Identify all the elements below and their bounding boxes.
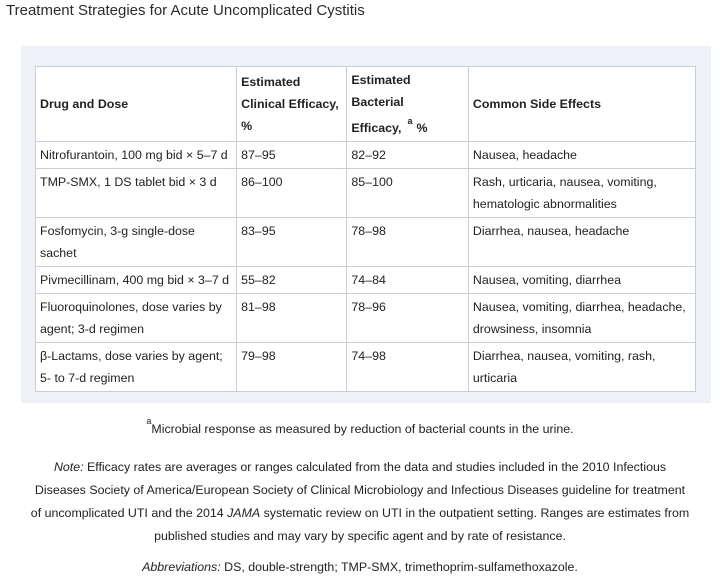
cell-clinical: 86–100 xyxy=(237,169,347,218)
abbreviations-note xyxy=(30,556,690,579)
cell-clinical: 81–98 xyxy=(237,294,347,343)
note-text-part1: Efficacy rates are averages or ranges calculated from the data and studies included in the 2010 Infectious Diseases Society of America/European Society of Clinical Microbiology and Infectious Diseases guideline for treatment of uncomplicated UTI and the 2014 xyxy=(30,460,686,520)
cell-side-effects: Diarrhea, nausea, vomiting, rash, urticaria xyxy=(468,343,695,392)
footnote-a-text: Microbial response as measured by reduction of bacterial counts in the urine. xyxy=(151,422,574,437)
table-row xyxy=(36,218,696,267)
note-journal-name: JAMA xyxy=(227,506,261,520)
abbreviations-text: DS, double-strength; TMP-SMX, trimethoprim-sulfamethoxazole. xyxy=(220,560,578,574)
treatment-table xyxy=(35,66,696,392)
page-title: Treatment Strategies for Acute Uncomplicated Cystitis xyxy=(6,2,365,19)
table-panel xyxy=(21,46,711,403)
footnote-a-marker: a xyxy=(146,416,152,426)
note-text-part2: systematic review on UTI in the outpatient setting. Ranges are estimates from published studies and may vary by specific agent and by rate of resistance. xyxy=(154,506,690,543)
table-note xyxy=(30,456,690,548)
cell-side-effects: Nausea, headache xyxy=(468,142,695,169)
cell-clinical: 83–95 xyxy=(237,218,347,267)
cell-drug: β-Lactams, dose varies by agent; 5- to 7-d regimen xyxy=(36,343,237,392)
header-side-effects: Common Side Effects xyxy=(468,67,695,142)
cell-side-effects: Nausea, vomiting, diarrhea, headache, drowsiness, insomnia xyxy=(468,294,695,343)
abbreviations-label: Abbreviations: xyxy=(142,560,221,574)
cell-drug: Fosfomycin, 3-g single-dose sachet xyxy=(36,218,237,267)
table-row xyxy=(36,169,696,218)
table-row xyxy=(36,267,696,294)
cell-bacterial: 74–98 xyxy=(347,343,469,392)
cell-bacterial: 78–96 xyxy=(347,294,469,343)
table-row xyxy=(36,142,696,169)
cell-clinical: 55–82 xyxy=(237,267,347,294)
header-bacterial-efficacy-text: Estimated Bacterial Efficacy, xyxy=(351,73,411,136)
cell-bacterial: 85–100 xyxy=(347,169,469,218)
footnote-a xyxy=(30,414,690,441)
table-header-row xyxy=(36,67,696,142)
cell-clinical: 79–98 xyxy=(237,343,347,392)
cell-side-effects: Diarrhea, nausea, headache xyxy=(468,218,695,267)
header-clinical-efficacy: Estimated Clinical Efficacy, % xyxy=(237,67,347,142)
cell-drug: TMP-SMX, 1 DS tablet bid × 3 d xyxy=(36,169,237,218)
cell-bacterial: 82–92 xyxy=(347,142,469,169)
footnote-marker-a: a xyxy=(407,116,413,126)
header-bacterial-efficacy xyxy=(347,67,469,142)
header-bacterial-efficacy-unit: % xyxy=(416,121,428,136)
cell-drug: Pivmecillinam, 400 mg bid × 3–7 d xyxy=(36,267,237,294)
cell-bacterial: 74–84 xyxy=(347,267,469,294)
cell-bacterial: 78–98 xyxy=(347,218,469,267)
cell-clinical: 87–95 xyxy=(237,142,347,169)
note-label: Note: xyxy=(53,460,84,474)
table-row xyxy=(36,294,696,343)
cell-side-effects: Nausea, vomiting, diarrhea xyxy=(468,267,695,294)
header-drug-and-dose: Drug and Dose xyxy=(36,67,237,142)
cell-drug: Nitrofurantoin, 100 mg bid × 5–7 d xyxy=(36,142,237,169)
cell-side-effects: Rash, urticaria, nausea, vomiting, hematologic abnormalities xyxy=(468,169,695,218)
cell-drug: Fluoroquinolones, dose varies by agent; 3-d regimen xyxy=(36,294,237,343)
table-row xyxy=(36,343,696,392)
